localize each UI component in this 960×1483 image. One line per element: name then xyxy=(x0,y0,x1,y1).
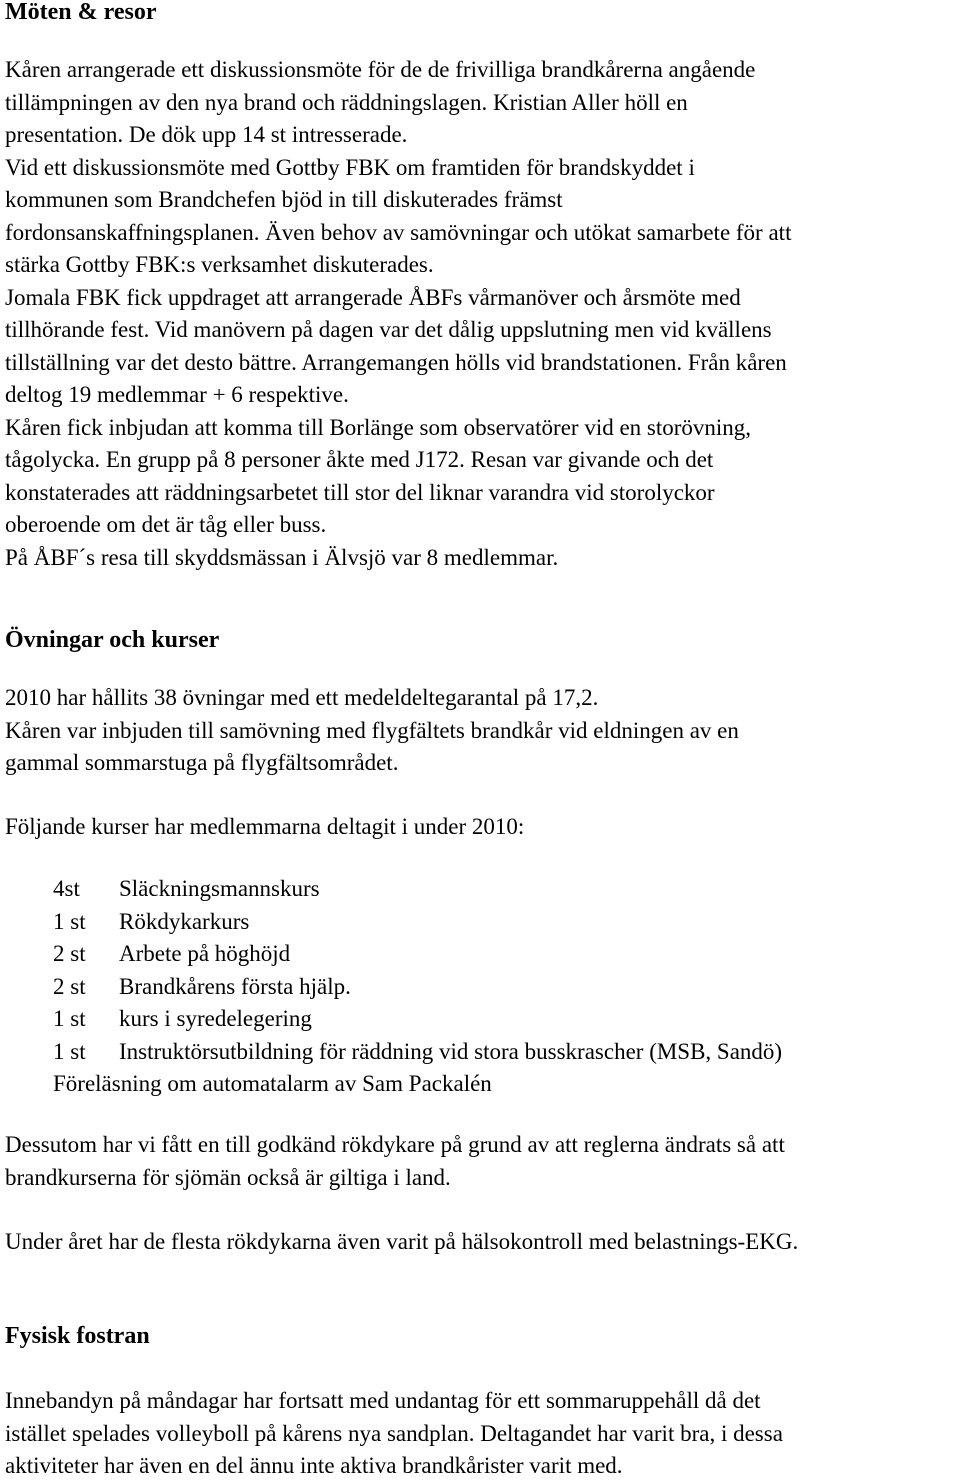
course-quantity: 1 st xyxy=(53,1038,86,1064)
course-name: Släckningsmannskurs xyxy=(119,876,320,901)
text-line: brandkurserna för sjömän också är giltiga i land. xyxy=(5,1164,451,1190)
lecture-item xyxy=(5,1068,782,1101)
lecture-text: Föreläsning om automatalarm av Sam Packalén xyxy=(53,1071,492,1096)
text-line: istället spelades volleyboll på kårens nya sandplan. Deltagandet har varit bra, i dessa xyxy=(5,1420,783,1446)
text-line: Kåren arrangerade ett diskussionsmöte för de de frivilliga brandkårerna angående xyxy=(5,57,756,82)
text-line: Vid ett diskussionsmöte med Gottby FBK om framtiden för brandskyddet i xyxy=(5,154,695,180)
course-quantity: 1 st xyxy=(53,1006,86,1031)
section-heading-exercises: Övningar och kurser xyxy=(5,627,220,653)
course-quantity: 2 st xyxy=(53,973,86,999)
course-item xyxy=(5,873,782,906)
course-name: Rökdykarkurs xyxy=(119,908,250,934)
course-item xyxy=(5,1003,782,1036)
text-line: aktiviteter har även en del ännu inte aktiva brandkårister varit med. xyxy=(5,1453,623,1478)
course-item xyxy=(5,1036,782,1069)
text-line: Dessutom har vi fått en till godkänd rökdykare på grund av att reglerna ändrats så att xyxy=(5,1132,785,1157)
text-line: konstaterades att räddningsarbetet till stor del liknar varandra vid storolyckor xyxy=(5,479,715,505)
section-heading-fitness: Fysisk fostran xyxy=(5,1323,150,1349)
text-line: gammal sommarstuga på flygfältsområdet. xyxy=(5,750,399,775)
text-line: På ÅBF´s resa till skyddsmässan i Älvsjö var 8 medlemmar. xyxy=(5,544,559,570)
text-line: fordonsanskaffningsplanen. Även behov av samövningar och utökat samarbete för att xyxy=(5,219,792,245)
course-list xyxy=(5,873,782,1101)
text-line: oberoende om det är tåg eller buss. xyxy=(5,512,327,537)
exercises-extra-paragraph xyxy=(5,1129,785,1194)
text-line: tågolycka. En grupp på 8 personer åkte med J172. Resan var givande och det xyxy=(5,447,714,472)
section-heading-meetings: Möten & resor xyxy=(5,0,157,25)
health-check-paragraph: Under året har de flesta rökdykarna även varit på hälsokontroll med belastnings-EKG. xyxy=(5,1229,799,1254)
text-line: 2010 har hållits 38 övningar med ett medeldeltegarantal på 17,2. xyxy=(5,685,599,710)
text-line: Kåren var inbjuden till samövning med flygfältets brandkår vid eldningen av en xyxy=(5,717,739,743)
text-line: stärka Gottby FBK:s verksamhet diskuterades. xyxy=(5,252,434,277)
text-line: tillämpningen av den nya brand och räddningslagen. Kristian Aller höll en xyxy=(5,89,688,115)
course-name: Arbete på höghöjd xyxy=(119,941,291,966)
text-line: Innebandyn på måndagar har fortsatt med undantag för ett sommaruppehåll då det xyxy=(5,1388,761,1413)
course-name: Brandkårens första hjälp. xyxy=(119,973,351,999)
text-line: Jomala FBK fick uppdraget att arrangerade ÅBFs vårmanöver och årsmöte med xyxy=(5,284,741,310)
course-item xyxy=(5,938,782,971)
text-line: tillhörande fest. Vid manövern på dagen var det dålig uppslutning men vid kvällens xyxy=(5,317,772,342)
course-item xyxy=(5,971,782,1004)
course-name: Instruktörsutbildning för räddning vid stora busskrascher (MSB, Sandö) xyxy=(119,1038,783,1064)
text-line: kommunen som Brandchefen bjöd in till diskuterades främst xyxy=(5,187,563,212)
exercises-intro-paragraph xyxy=(5,682,739,780)
course-quantity: 1 st xyxy=(53,908,86,934)
text-line: tillställning var det desto bättre. Arrangemangen hölls vid brandstationen. Från kåren xyxy=(5,349,787,375)
courses-intro: Följande kurser har medlemmarna deltagit i under 2010: xyxy=(5,814,525,839)
text-line: Kåren fick inbjudan att komma till Borlänge som observatörer vid en storövning, xyxy=(5,414,752,440)
course-item xyxy=(5,906,782,939)
course-quantity: 2 st xyxy=(53,941,86,966)
text-line: deltog 19 medlemmar + 6 respektive. xyxy=(5,382,349,407)
text-line: presentation. De dök upp 14 st intresserade. xyxy=(5,122,408,147)
course-quantity: 4st xyxy=(53,876,80,901)
fitness-paragraph xyxy=(5,1385,783,1483)
course-name: kurs i syredelegering xyxy=(119,1006,312,1031)
meetings-paragraph xyxy=(5,54,791,574)
